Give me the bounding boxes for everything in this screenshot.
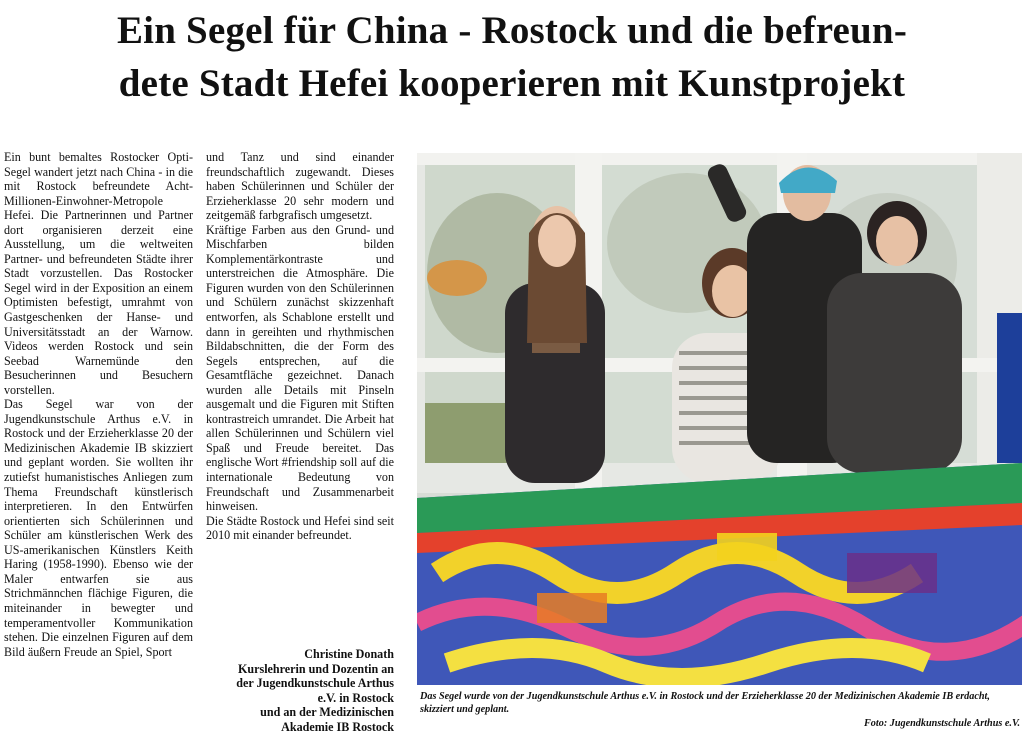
paragraph: Die Städte Rostock und Hefei sind seit 2010 mit einander befreundet. <box>206 513 394 543</box>
paragraph: und Tanz und sind einander freundschaftlich zugewandt. Dieses haben Schülerinnen und Schüler der Erzieherklasse 20 sehr modern und zeitgemäß farbgrafisch umgesetzt. <box>206 150 394 223</box>
photo-illustration <box>417 153 1022 685</box>
paragraph: Kräftige Farben aus den Grund- und Mischfarben bilden Komplementärkontraste und unterstreichen die Atmosphäre. Die Figuren wurden von den Schülerinnen und Schülern zunächst skizzenhaft entworfen, als Schablone erstellt und dann in gereihten und rhythmischen Bildabschnitten, die der Form des Segels entsprechen, auf die Gesamtfläche gezeichnet. Danach wurden alle Details mit Pinseln ausgemalt und die Figuren mit Stiften kontrastreich umrandet. Die Arbeit hat allen Schülerinnen und Schülern viel Spaß und Freude bereitet. Das englische Wort #friendship soll auf die internationale Bedeutung von Freundschaft und Zusammenarbeit hinweisen. <box>206 222 394 514</box>
article-column-1 <box>4 150 193 659</box>
author-role: Akademie IB Rostock <box>281 719 394 734</box>
author-signature <box>206 647 394 735</box>
paragraph: Das Segel war von der Jugendkunstschule Arthus e.V. in Rostock und der Erzieherklasse 20 der Medizinischen Akademie IB skizziert und geplant worden. Sie wollten ihr zutiefst humanistisches Anliegen zum Thema Freundschaft künstlerisch interpretieren. In den Entwürfen orientierten sich Schülerinnen und Schüler am künstlerischen Werk des US-amerikanischen Künstlers Keith Haring (1958-1990). Ebenso wie der Maler entwarfen sie aus Strichmännchen flächige Figuren, die miteinander in bewegter und temperamentvoller Kommunikation stehen. Die einzelnen Figuren auf dem Bild äußern Freude an Spiel, Sport <box>4 397 193 659</box>
author-role: der Jugendkunstschule Arthus <box>236 676 394 691</box>
paragraph: Ein bunt bemaltes Rostocker Opti-Segel wandert jetzt nach China - in die mit Rostock befreundete Acht-Millionen-Einwohner-Metropole Hefei. Die Partnerinnen und Partner dort organisieren derzeit eine Ausstellung, um die weltweiten Partner- und befreundeten Städte ihrer Stadt vorzustellen. Das Rostocker Segel wird in der Exposition an einem Optimisten befestigt, umrahmt von Gastgeschenken der Hanse- und Universitätsstadt an der Warnow. Videos werden Rostock und sein Seebad Warnemünde den Besucherinnen und Besuchern vorstellen. <box>4 150 193 397</box>
photo-caption: Das Segel wurde von der Jugendkunstschule Arthus e.V. in Rostock und der Erzieherklasse 20 der Medizinischen Akademie IB erdacht, skizziert und geplant. <box>420 691 990 715</box>
headline-line-1: Ein Segel für China - Rostock und die befreun- <box>116 9 908 52</box>
headline-line-2: dete Stadt Hefei kooperieren mit Kunstprojekt <box>118 62 906 105</box>
author-role: und an der Medizinischen <box>260 705 394 720</box>
article-photo <box>417 153 1022 685</box>
photo-credit: Foto: Jugendkunstschule Arthus e.V. <box>864 718 1020 729</box>
headline <box>0 4 1024 110</box>
author-role: e.V. in Rostock <box>317 690 394 705</box>
author-role: Kurslehrerin und Dozentin an <box>237 661 394 676</box>
article-column-2 <box>206 150 394 543</box>
author-name: Christine Donath <box>304 647 394 661</box>
